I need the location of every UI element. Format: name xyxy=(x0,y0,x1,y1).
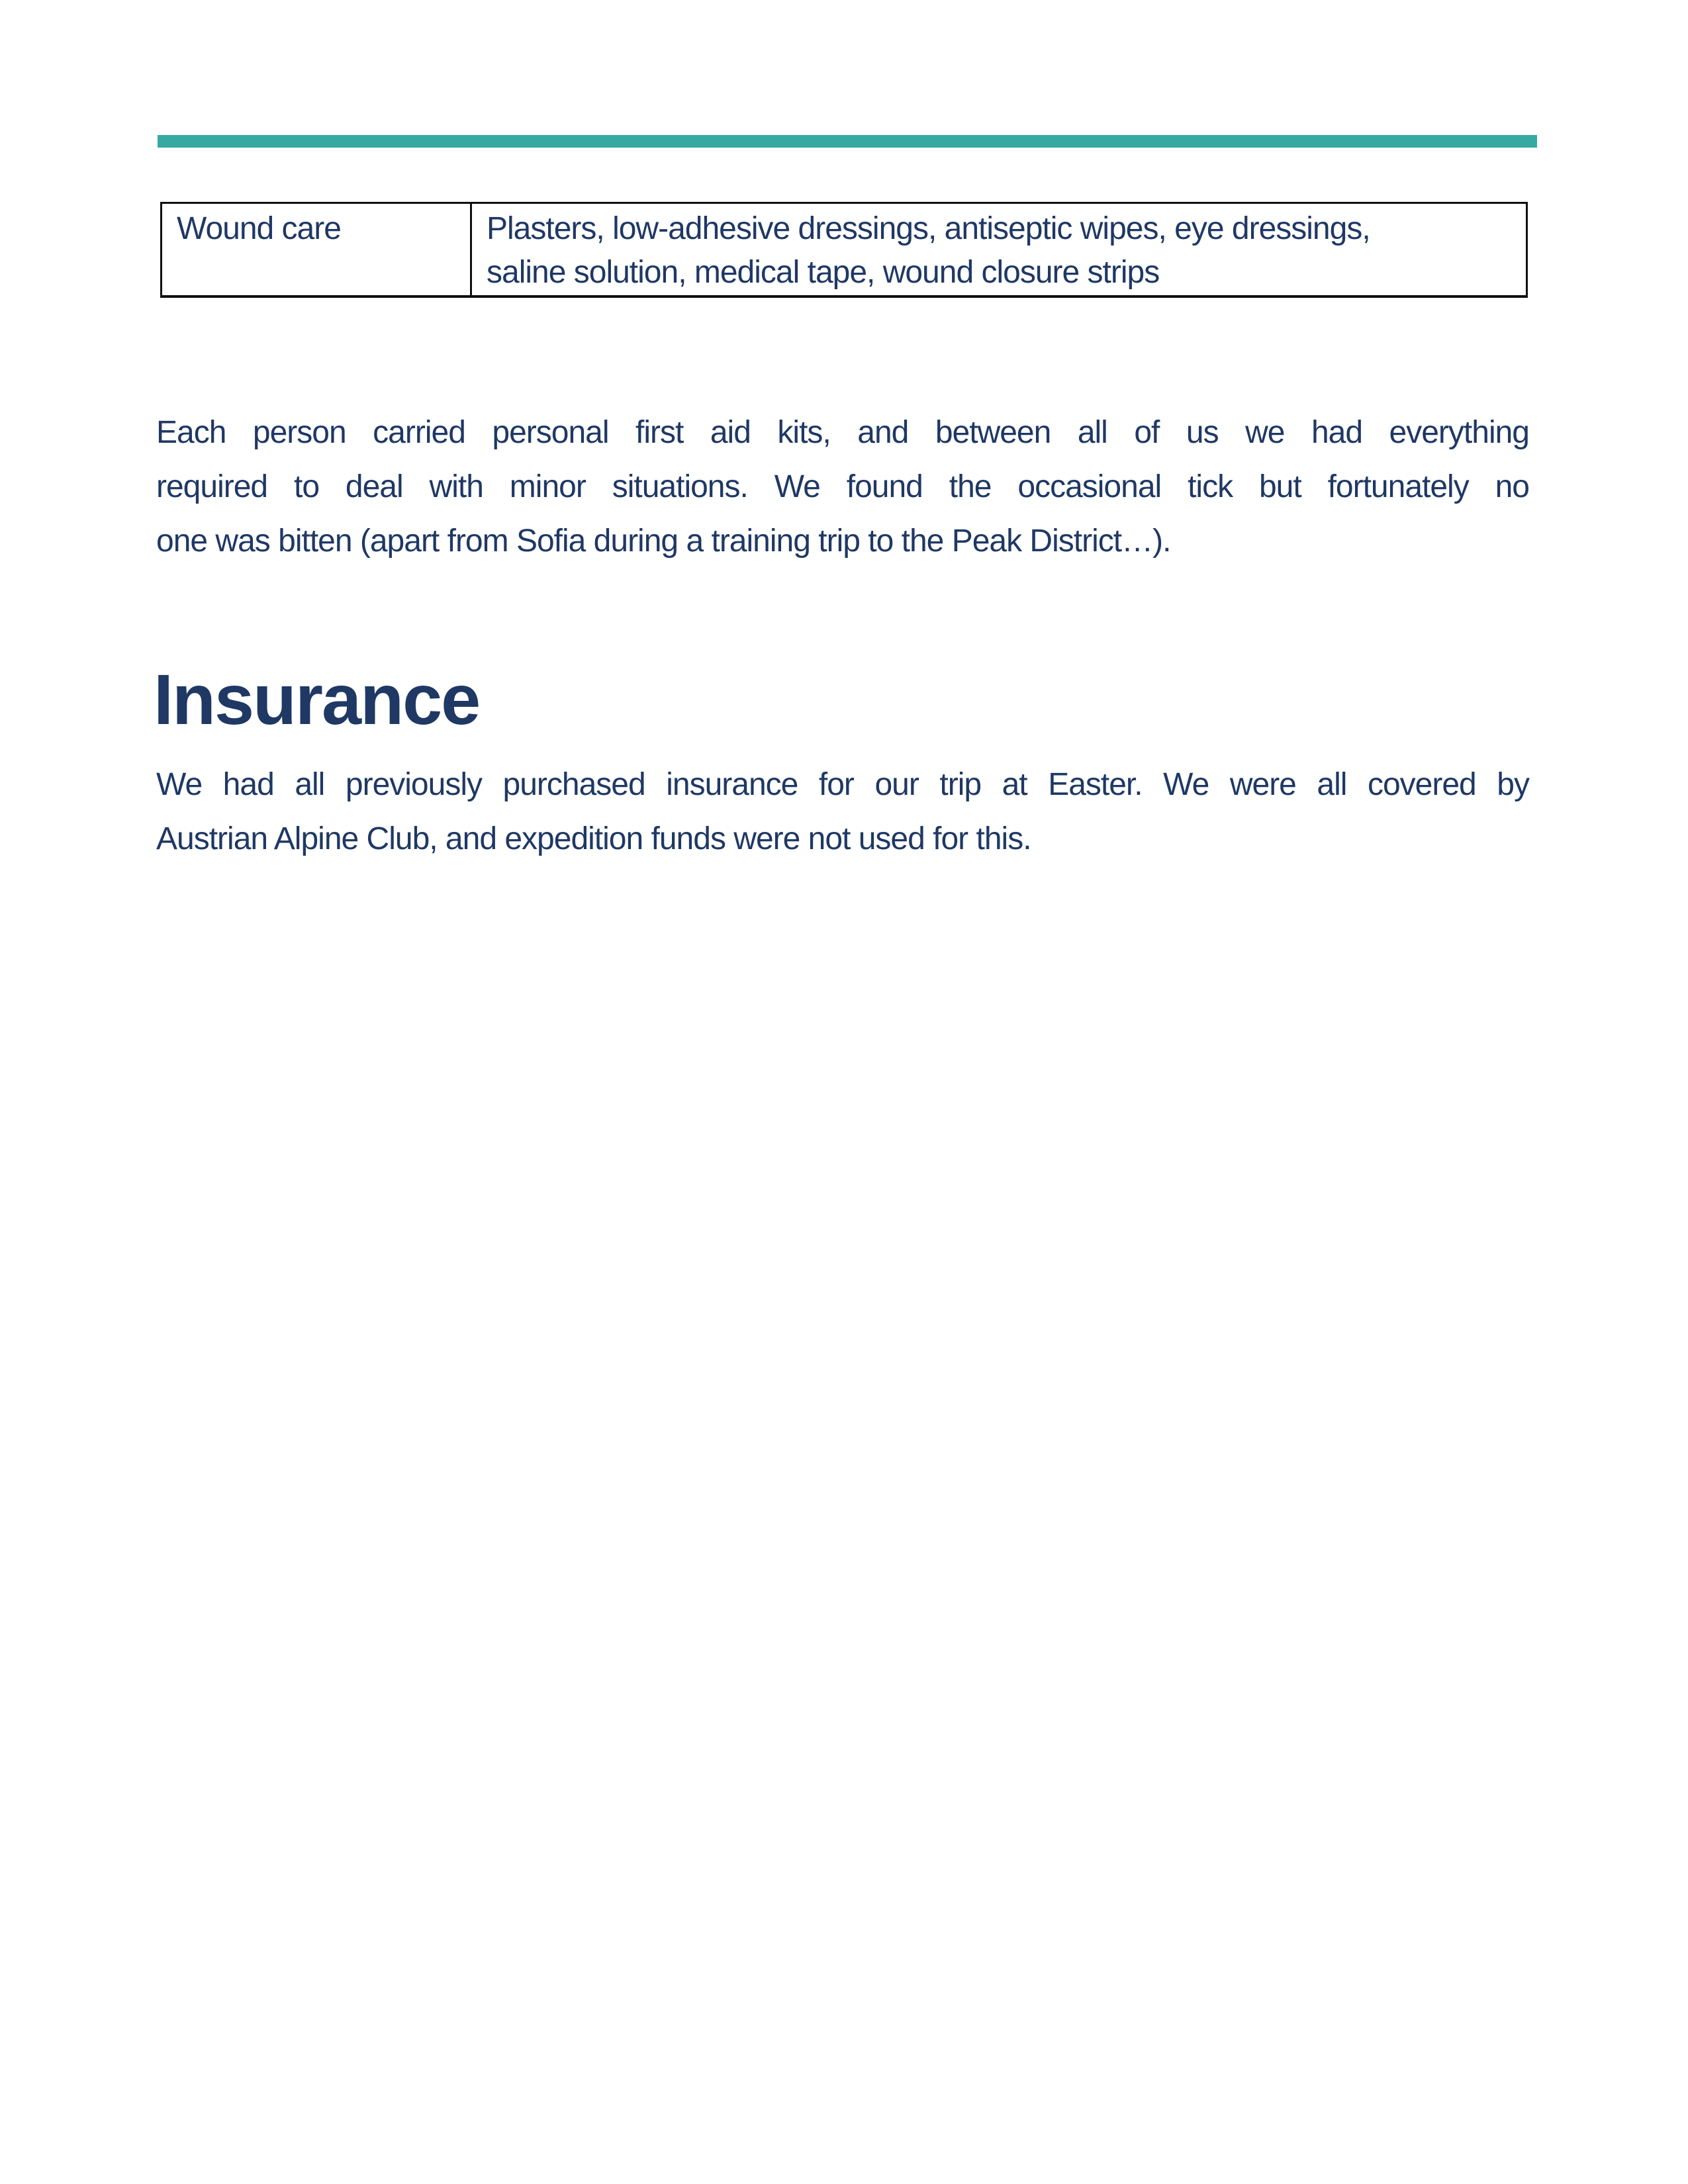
insurance-paragraph-line-2: Austrian Alpine Club, and expedition funds were not used for this. xyxy=(156,821,1031,856)
first-aid-paragraph-line-1: Each person carried personal first aid kits, and between all of us we had everything xyxy=(156,415,1529,450)
table-cell-items xyxy=(472,204,1526,295)
first-aid-paragraph xyxy=(156,406,1529,569)
first-aid-paragraph-line-3: one was bitten (apart from Sofia during a training trip to the Peak District…). xyxy=(156,523,1171,559)
accent-divider-bar xyxy=(158,135,1537,148)
first-aid-kit-table xyxy=(160,202,1528,298)
table-items-line-1: Plasters, low-adhesive dressings, antiseptic wipes, eye dressings, xyxy=(487,211,1370,246)
insurance-heading: Insurance xyxy=(154,659,480,739)
insurance-paragraph-line-1: We had all previously purchased insurance for our trip at Easter. We were all covered by xyxy=(156,767,1529,802)
insurance-paragraph xyxy=(156,758,1529,866)
table-items-line-2: saline solution, medical tape, wound closure strips xyxy=(487,255,1160,290)
first-aid-paragraph-line-2: required to deal with minor situations. We found the occasional tick but fortunately no xyxy=(156,469,1529,504)
table-cell-category: Wound care xyxy=(162,204,472,295)
